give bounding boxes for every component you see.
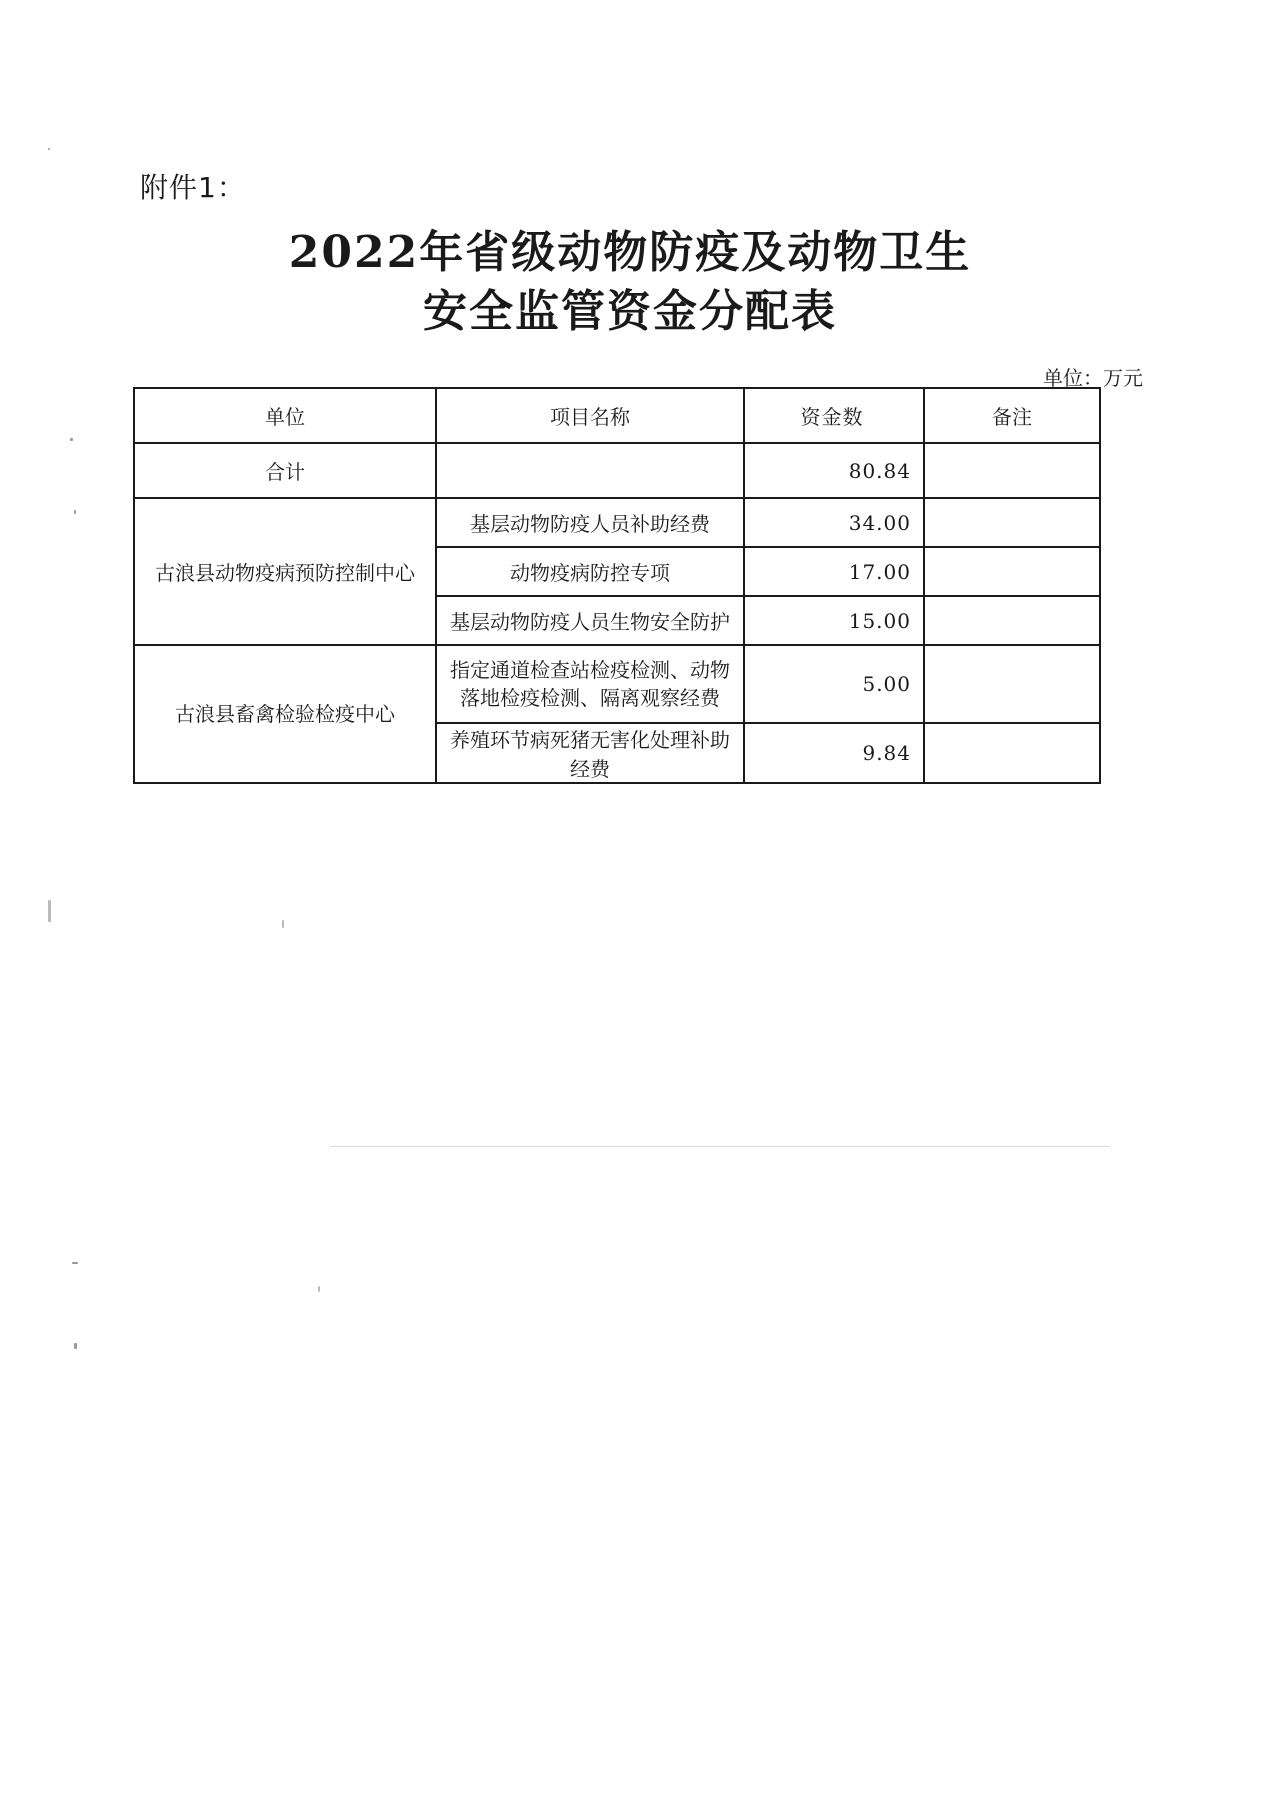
header-unit: 单位: [134, 388, 436, 443]
amount-cell: 15.00: [744, 596, 924, 645]
table-row: [134, 645, 1100, 723]
scan-line: [330, 1146, 1110, 1147]
table-header-row: [134, 388, 1100, 443]
project-name-cell: 动物疫病防控专项: [436, 547, 744, 596]
remark-cell: [924, 596, 1100, 645]
project-name-cell: 指定通道检查站检疫检测、动物落地检疫检测、隔离观察经费: [436, 645, 744, 723]
project-name-cell: 基层动物防疫人员生物安全防护: [436, 596, 744, 645]
scan-speck: [318, 1286, 320, 1292]
remark-cell: [924, 723, 1100, 783]
total-project-cell: [436, 443, 744, 498]
header-amount: 资金数: [744, 388, 924, 443]
remark-cell: [924, 498, 1100, 547]
scan-speck: [282, 920, 284, 928]
total-label: 合计: [134, 443, 436, 498]
attachment-label: 附件1：: [140, 171, 246, 204]
scan-speck: [74, 1343, 77, 1349]
header-remark: 备注: [924, 388, 1100, 443]
total-amount: 80.84: [744, 443, 924, 498]
amount-cell: 5.00: [744, 645, 924, 723]
scan-speck: [74, 510, 76, 514]
amount-cell: 17.00: [744, 547, 924, 596]
remark-cell: [924, 645, 1100, 723]
total-row: [134, 443, 1100, 498]
amount-cell: 9.84: [744, 723, 924, 783]
unit-cell: 古浪县畜禽检验检疫中心: [134, 645, 436, 783]
unit-note: 单位：万元: [1043, 366, 1143, 390]
project-name-cell: 基层动物防疫人员补助经费: [436, 498, 744, 547]
document-title-line1: 2022年省级动物防疫及动物卫生: [288, 227, 972, 278]
document-title-line2: 安全监管资金分配表: [423, 286, 837, 337]
scan-speck: [48, 900, 51, 922]
allocation-table: [133, 387, 1101, 784]
scan-speck: [70, 438, 73, 441]
table-row: [134, 498, 1100, 547]
total-remark: [924, 443, 1100, 498]
project-name-cell: 养殖环节病死猪无害化处理补助经费: [436, 723, 744, 783]
scan-speck: [48, 148, 50, 150]
amount-cell: 34.00: [744, 498, 924, 547]
remark-cell: [924, 547, 1100, 596]
scan-speck: [72, 1262, 78, 1264]
unit-cell: 古浪县动物疫病预防控制中心: [134, 498, 436, 645]
header-project-name: 项目名称: [436, 388, 744, 443]
